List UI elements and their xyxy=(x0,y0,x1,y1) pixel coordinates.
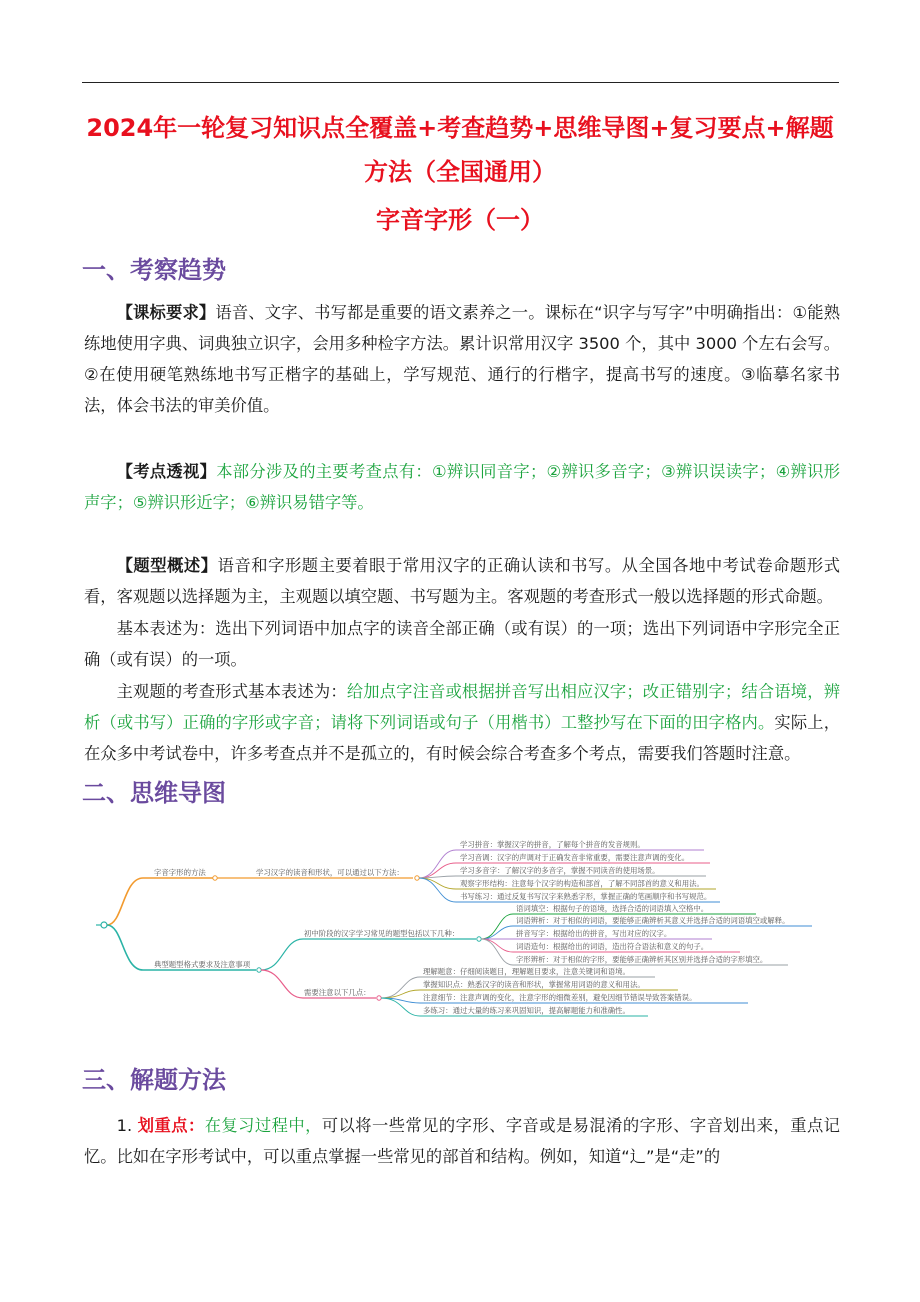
document-title-line1: 2024年一轮复习知识点全覆盖+考查趋势+思维导图+复习要点+解题 xyxy=(86,114,834,142)
method-item1-text: 可以将一些常见的字形、字音或是易混淆的字形、字音划出来，重点记忆。比如在字形考试中，可以重点掌握一些常见的部首和结构。例如，知道“辶”是“走”的 xyxy=(84,1116,840,1166)
branch2-sub1-leaf: 拼音写字：根据给出的拼音，写出对应的汉字。 xyxy=(516,929,672,938)
curriculum-label: 【课标要求】 xyxy=(116,303,216,322)
branch1-sub-label: 学习汉字的读音和形状，可以通过以下方法： xyxy=(256,868,404,877)
question-types-paragraph xyxy=(84,550,840,612)
branch2-sub2-leaf: 理解题意：仔细阅读题目，理解题目要求，注意关键词和语境。 xyxy=(423,967,630,976)
curriculum-text: 语音、文字、书写都是重要的语文素养之一。课标在“识字与写字”中明确指出：①能熟练地使用字典、词典独立识字，会用多种检字方法。累计识常用汉字 3500 个，其中 3000 个左右会写。②在使用硬笔熟练地书写正楷字的基础上，学写规范、通行的行楷字，提高书写的速度。③临摹名家书法，体会书法的审美价值。 xyxy=(84,303,840,415)
method-item1-paragraph xyxy=(84,1110,840,1172)
branch2-sub2-leaf: 注意细节：注意声调的变化，注意字形的细微差别，避免因细节错误导致答案错误。 xyxy=(423,993,697,1002)
subjective-paragraph xyxy=(84,676,840,769)
branch1-leaf: 观察字形结构：注意每个汉字的构造和部首，了解不同部首的意义和用法。 xyxy=(460,879,704,888)
branch2-sub1-leaf: 语词填空：根据句子的语境，选择合适的词语填入空格中。 xyxy=(516,904,709,913)
method-item1-label: 划重点： xyxy=(137,1116,205,1135)
branch2-sub1-label: 初中阶段的汉字学习常见的题型包括以下几种： xyxy=(304,929,460,938)
basic-expression-paragraph xyxy=(84,613,840,675)
mind-map-root-node xyxy=(101,922,107,928)
subjective-intro: 主观题的考查形式基本表述为： xyxy=(116,682,347,701)
section2-heading: 二、思维导图 xyxy=(82,779,226,807)
basic-expression-text: 基本表述为：选出下列词语中加点字的读音全部正确（或有误）的一项；选出下列词语中字形完全正确（或有误）的一项。 xyxy=(84,619,840,669)
question-types-text: 语音和字形题主要着眼于常用汉字的正确认读和书写。从全国各地中考试卷命题形式看，客观题以选择题为主，主观题以填空题、书写题为主。客观题的考查形式一般以选择题的形式命题。 xyxy=(84,556,840,606)
exam-points-label: 【考点透视】 xyxy=(116,462,217,481)
document-title-line2: 方法（全国通用） xyxy=(364,158,556,186)
branch1-leaf: 学习多音字：了解汉字的多音字，掌握不同读音的使用场景。 xyxy=(460,866,660,875)
mind-map xyxy=(88,830,828,1030)
branch2-label: 典型题型格式要求及注意事项 xyxy=(154,960,251,969)
document-subtitle: 字音字形（一） xyxy=(376,206,544,234)
branch2-sub2-leaf: 掌握知识点：熟悉汉字的读音和形状，掌握常用词语的意义和用法。 xyxy=(423,980,645,989)
subjective-conclusion: 实际上，在众多中考试卷中，许多考查点并不是孤立的，有时候会综合考查多个考点，需要我们答题时注意。 xyxy=(84,713,840,763)
exam-points-text: 本部分涉及的主要考查点有：①辨识同音字；②辨识多音字；③辨识误读字；④辨识形声字；⑤辨识形近字；⑥辨识易错字等。 xyxy=(84,462,840,512)
branch1-leaf: 学习音调：汉字的声调对于正确发音非常重要，需要注意声调的变化。 xyxy=(460,853,690,862)
top-rule xyxy=(82,82,839,83)
method-item1-green: 在复习过程中， xyxy=(204,1116,322,1135)
method-item1-number: 1. xyxy=(116,1116,133,1135)
branch2-sub1-leaf: 字形辨析：对于相似的字形，要能够正确辨析其区别并选择合适的字形填空。 xyxy=(516,955,768,964)
exam-points-paragraph xyxy=(84,456,840,518)
branch1-leaf: 学习拼音：掌握汉字的拼音，了解每个拼音的发音规则。 xyxy=(460,840,645,849)
branch2-sub2-label: 需要注意以下几点： xyxy=(304,988,371,997)
branch1-label: 字音字形的方法 xyxy=(154,868,206,877)
section1-heading: 一、考察趋势 xyxy=(82,256,226,284)
branch2-sub2-leaf: 多练习：通过大量的练习来巩固知识，提高解题能力和准确性。 xyxy=(423,1006,630,1015)
question-types-label: 【题型概述】 xyxy=(116,556,218,575)
subjective-forms: 给加点字注音或根据拼音写出相应汉字；改正错别字；结合语境，辨析（或书写）正确的字形或字音；请将下列词语或句子（用楷书）工整抄写在下面的田字格内。 xyxy=(84,682,840,732)
branch2-sub1-leaf: 词语辨析：对于相似的词语，要能够正确辨析其意义并选择合适的词语填空或解释。 xyxy=(516,916,790,925)
curriculum-paragraph xyxy=(84,297,840,421)
branch1-leaf: 书写练习：通过反复书写汉字来熟悉字形，掌握正确的笔画顺序和书写规范。 xyxy=(460,892,712,901)
section3-heading: 三、解题方法 xyxy=(82,1066,226,1094)
branch2-sub1-leaf: 词语造句：根据给出的词语，造出符合语法和意义的句子。 xyxy=(516,942,709,951)
